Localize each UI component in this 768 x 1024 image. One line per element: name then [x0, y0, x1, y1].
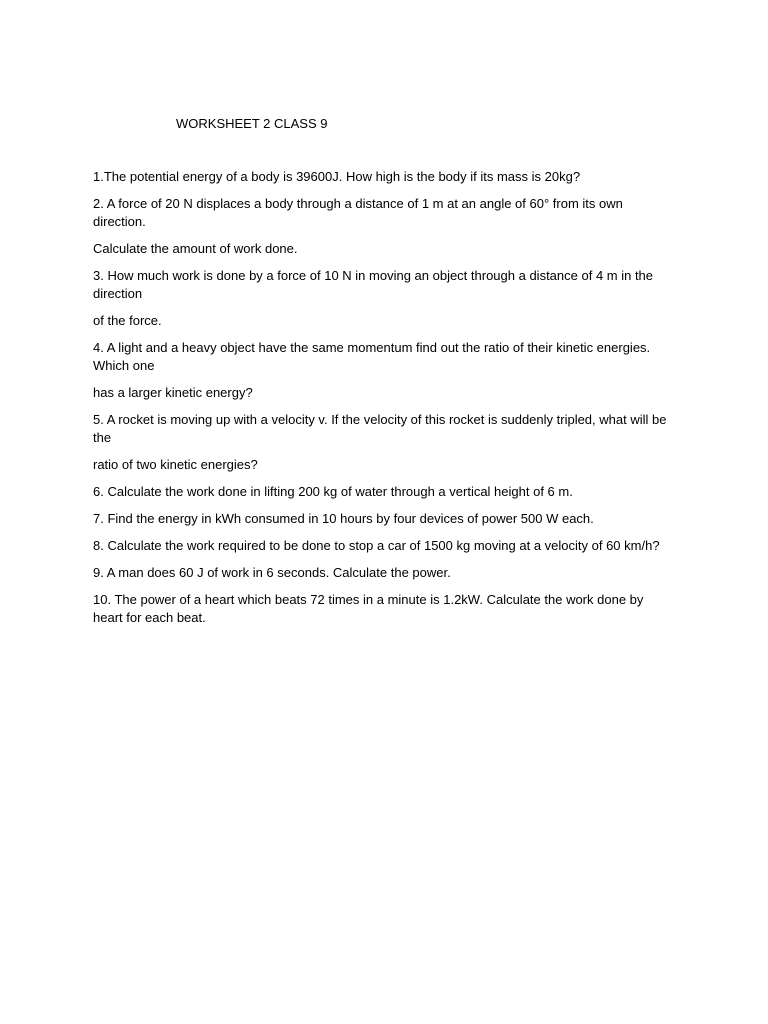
- question-5-continued: ratio of two kinetic energies?: [93, 457, 258, 472]
- question-4-continued: has a larger kinetic energy?: [93, 385, 253, 400]
- question-6: 6. Calculate the work done in lifting 200 kg of water through a vertical height of 6 m.: [93, 484, 573, 499]
- question-5: 5. A rocket is moving up with a velocity v. If the velocity of this rocket is suddenly tripled, what will be the: [93, 412, 667, 445]
- worksheet-title: WORKSHEET 2 CLASS 9: [176, 116, 328, 131]
- question-2-continued: Calculate the amount of work done.: [93, 241, 298, 256]
- question-3-continued: of the force.: [93, 313, 162, 328]
- question-4: 4. A light and a heavy object have the same momentum find out the ratio of their kinetic energies. Which one: [93, 340, 651, 373]
- question-10: 10. The power of a heart which beats 72 times in a minute is 1.2kW. Calculate the work done by heart for each beat.: [93, 592, 644, 625]
- question-1: 1.The potential energy of a body is 39600J. How high is the body if its mass is 20kg?: [93, 169, 581, 184]
- question-9: 9. A man does 60 J of work in 6 seconds. Calculate the power.: [93, 565, 451, 580]
- question-2: 2. A force of 20 N displaces a body through a distance of 1 m at an angle of 60° from its own direction.: [93, 196, 623, 229]
- question-list: [93, 168, 683, 636]
- question-8: 8. Calculate the work required to be done to stop a car of 1500 kg moving at a velocity of 60 km/h?: [93, 538, 660, 553]
- question-3: 3. How much work is done by a force of 10 N in moving an object through a distance of 4 m in the direction: [93, 268, 654, 301]
- question-7: 7. Find the energy in kWh consumed in 10 hours by four devices of power 500 W each.: [93, 511, 594, 526]
